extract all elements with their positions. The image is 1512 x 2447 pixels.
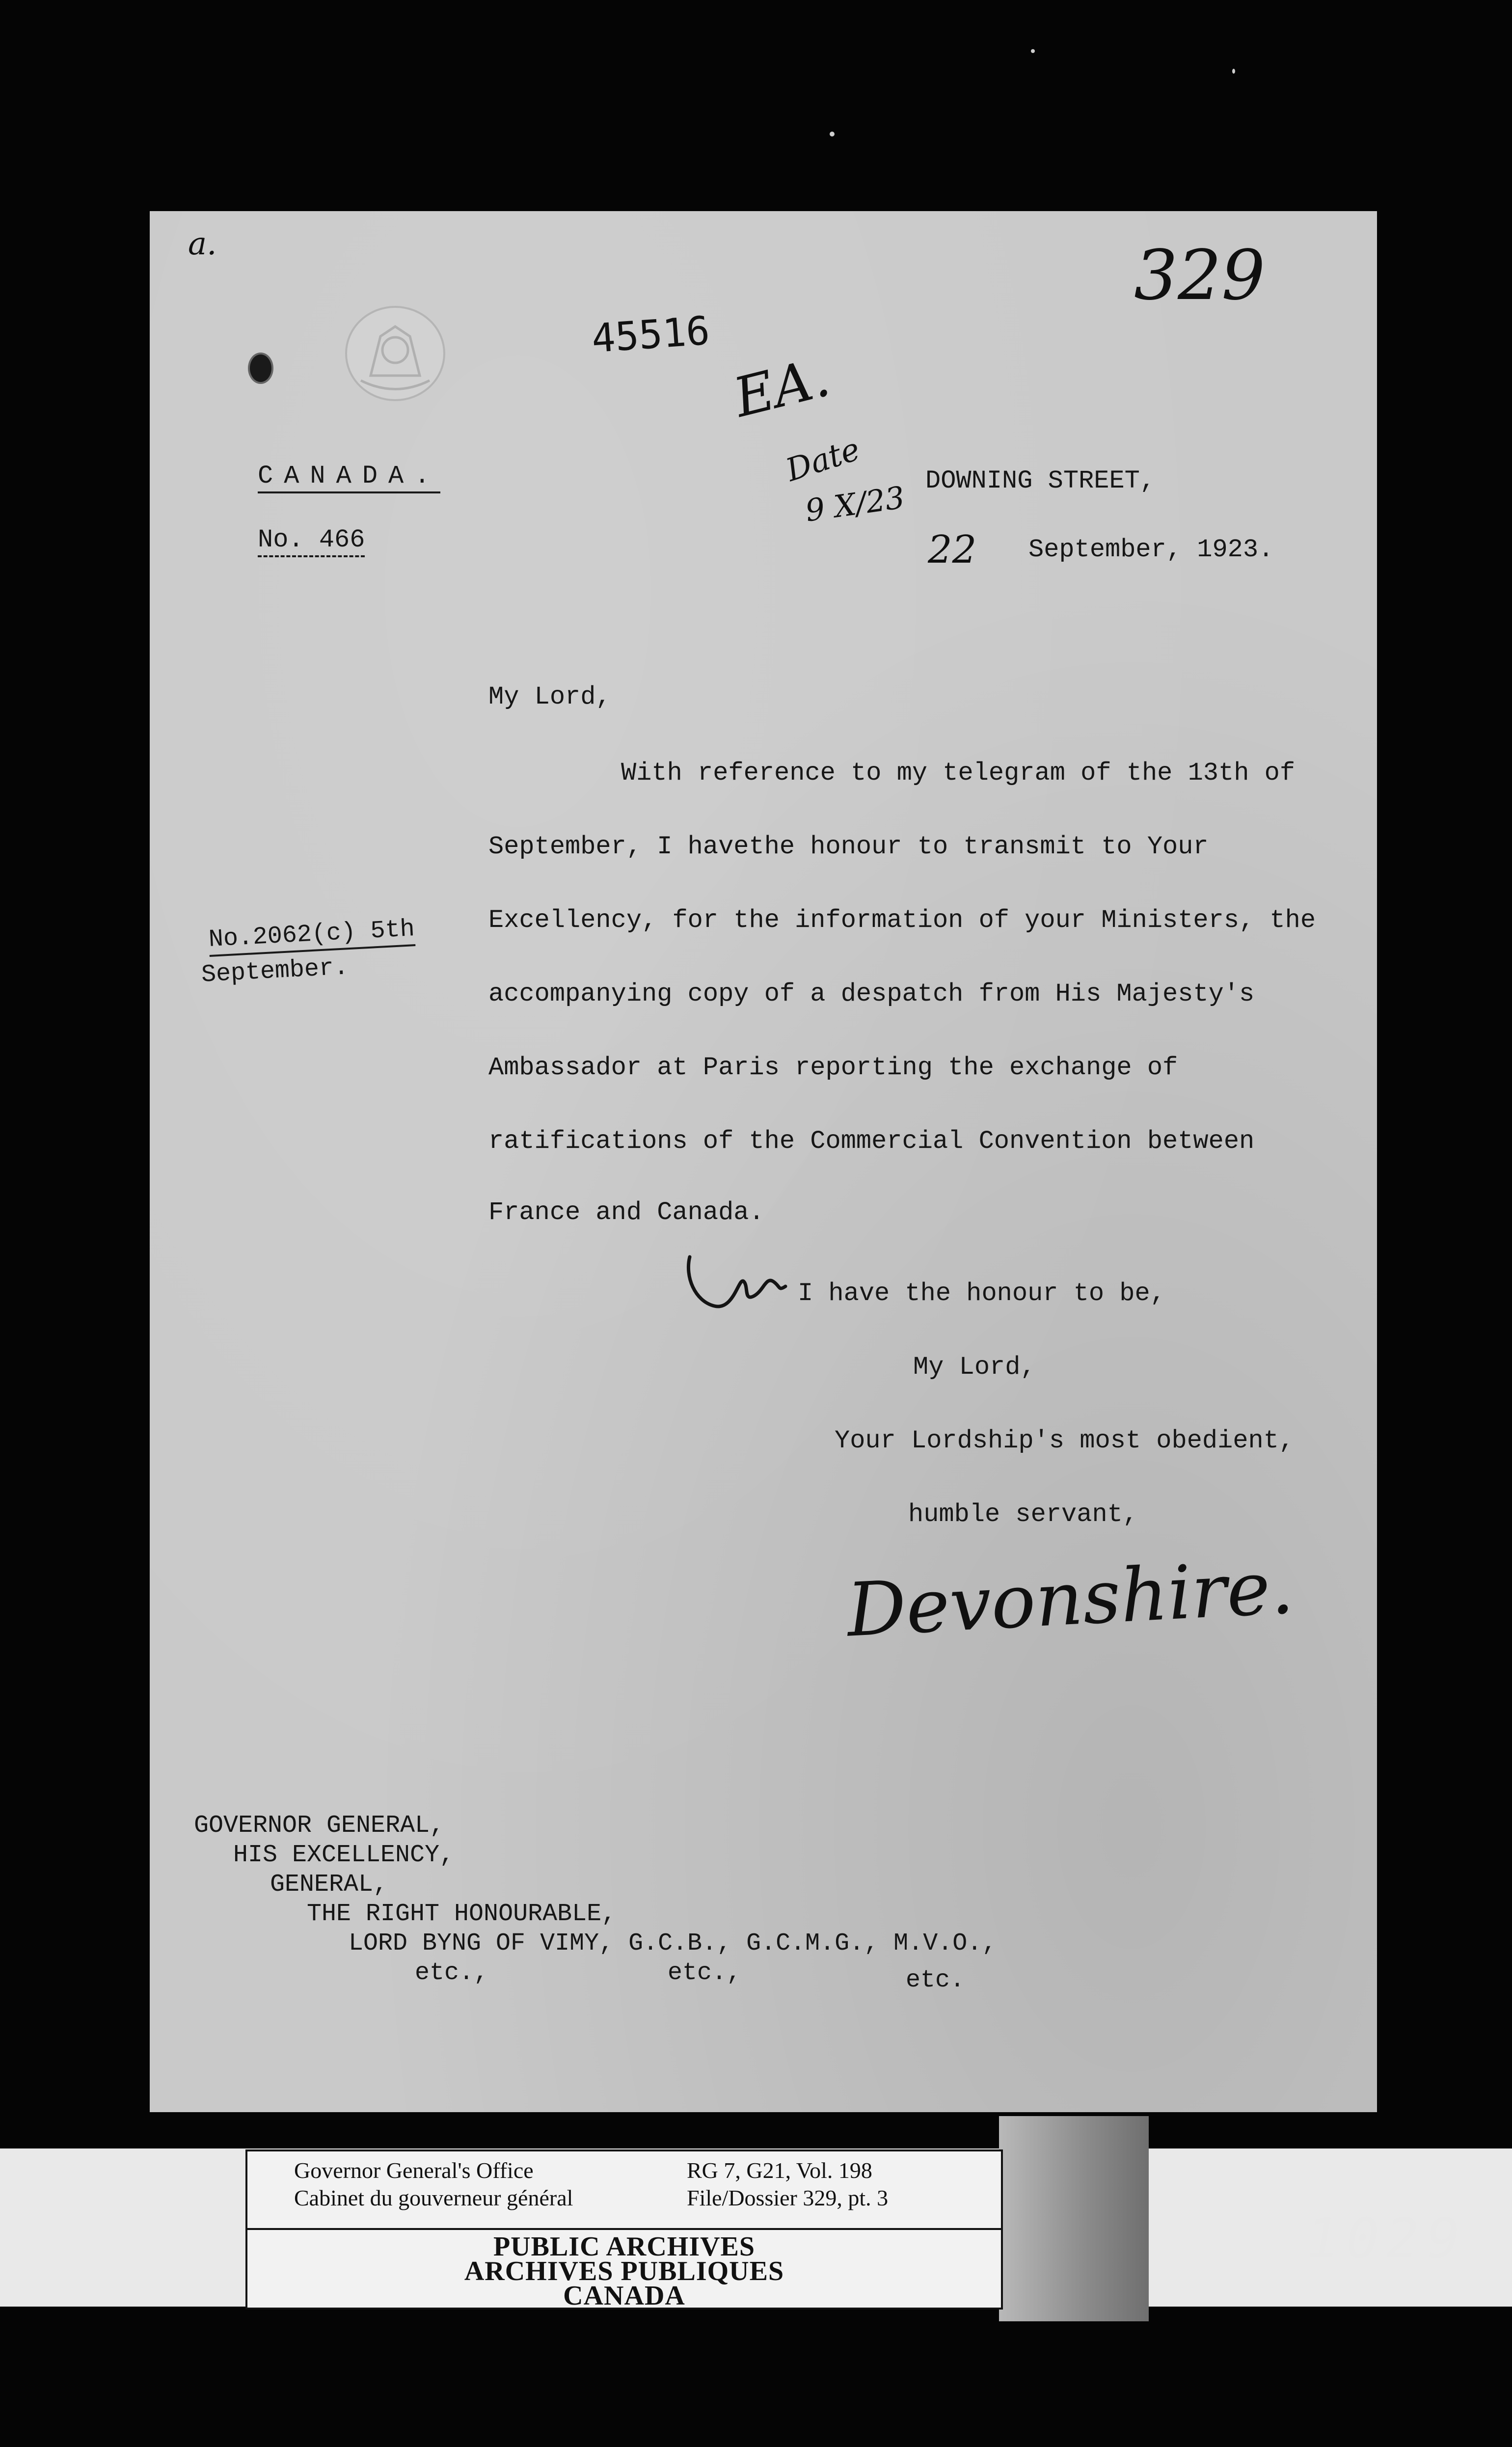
body-line: accompanying copy of a despatch from His Majesty's [488, 979, 1255, 1008]
embossed-crest-icon [341, 302, 449, 405]
closing-line: humble servant, [908, 1500, 1138, 1529]
archive-label-tab [999, 2116, 1149, 2321]
closing-line: My Lord, [913, 1353, 1036, 1382]
hole-punch-icon [248, 353, 273, 384]
closing-line: I have the honour to be, [798, 1279, 1165, 1308]
microfilm-frame-number: 1029 [1300, 2207, 1472, 2271]
despatch-number: No. 466 [258, 525, 365, 557]
handwritten-initials: EA. [728, 345, 836, 430]
archive-label-divider [247, 2228, 1001, 2230]
date-month-year: September, 1923. [1028, 535, 1274, 564]
scan-speck [1031, 49, 1035, 53]
scan-speck [1232, 69, 1235, 74]
archive-reference-1: RG 7, G21, Vol. 198 [687, 2158, 872, 2183]
addressee-line: THE RIGHT HONOURABLE, [307, 1900, 617, 1928]
corner-mark: a. [188, 226, 217, 262]
archive-name-fr: ARCHIVES PUBLIQUES [464, 2256, 784, 2286]
country-heading: CANADA. [258, 462, 440, 493]
handwritten-date-note-label: Date [782, 431, 864, 489]
handwritten-scribble-icon [680, 1247, 793, 1321]
body-line: ratifications of the Commercial Convention between [488, 1127, 1255, 1156]
body-line: Ambassador at Paris reporting the exchange of [488, 1053, 1178, 1082]
salutation: My Lord, [488, 682, 611, 711]
signature: Devonshire. [845, 1545, 1296, 1654]
archive-office-fr: Cabinet du gouverneur général [294, 2185, 573, 2210]
addressee-etc: etc., [668, 1959, 742, 1987]
date-day: 22 [928, 528, 977, 572]
archive-country: CANADA [563, 2281, 685, 2311]
archive-name-en: PUBLIC ARCHIVES [493, 2231, 756, 2262]
handwritten-date-note-value: 9 X/23 [803, 479, 907, 529]
margin-note-date: September. [200, 953, 350, 989]
archive-label [245, 2149, 1003, 2310]
body-line: With reference to my telegram of the 13th of [621, 759, 1296, 788]
closing-line: Your Lordship's most obedient, [835, 1426, 1295, 1455]
page-number: 329 [1134, 236, 1266, 316]
letter-page [150, 211, 1377, 2112]
addressee-line: LORD BYNG OF VIMY, G.C.B., G.C.M.G., M.V.O., [349, 1930, 997, 1958]
addressee-line: GENERAL, [270, 1871, 388, 1899]
body-line: Excellency, for the information of your Ministers, the [488, 906, 1316, 935]
archive-reference-2: File/Dossier 329, pt. 3 [687, 2185, 889, 2210]
registry-stamp-number: 45516 [590, 307, 711, 362]
margin-note-reference: No.2062(c) 5th [208, 915, 416, 957]
archive-office-en: Governor General's Office [294, 2158, 534, 2183]
addressee-etc: etc., [415, 1959, 489, 1987]
body-line: France and Canada. [488, 1198, 764, 1227]
scan-speck [830, 132, 835, 136]
addressee-line: HIS EXCELLENCY, [233, 1841, 455, 1869]
addressee-line: GOVERNOR GENERAL, [194, 1812, 445, 1840]
addressee-etc: etc. [906, 1966, 965, 1994]
body-line: September, I havethe honour to transmit to Your [488, 832, 1209, 861]
sender-address: DOWNING STREET, [925, 466, 1156, 495]
